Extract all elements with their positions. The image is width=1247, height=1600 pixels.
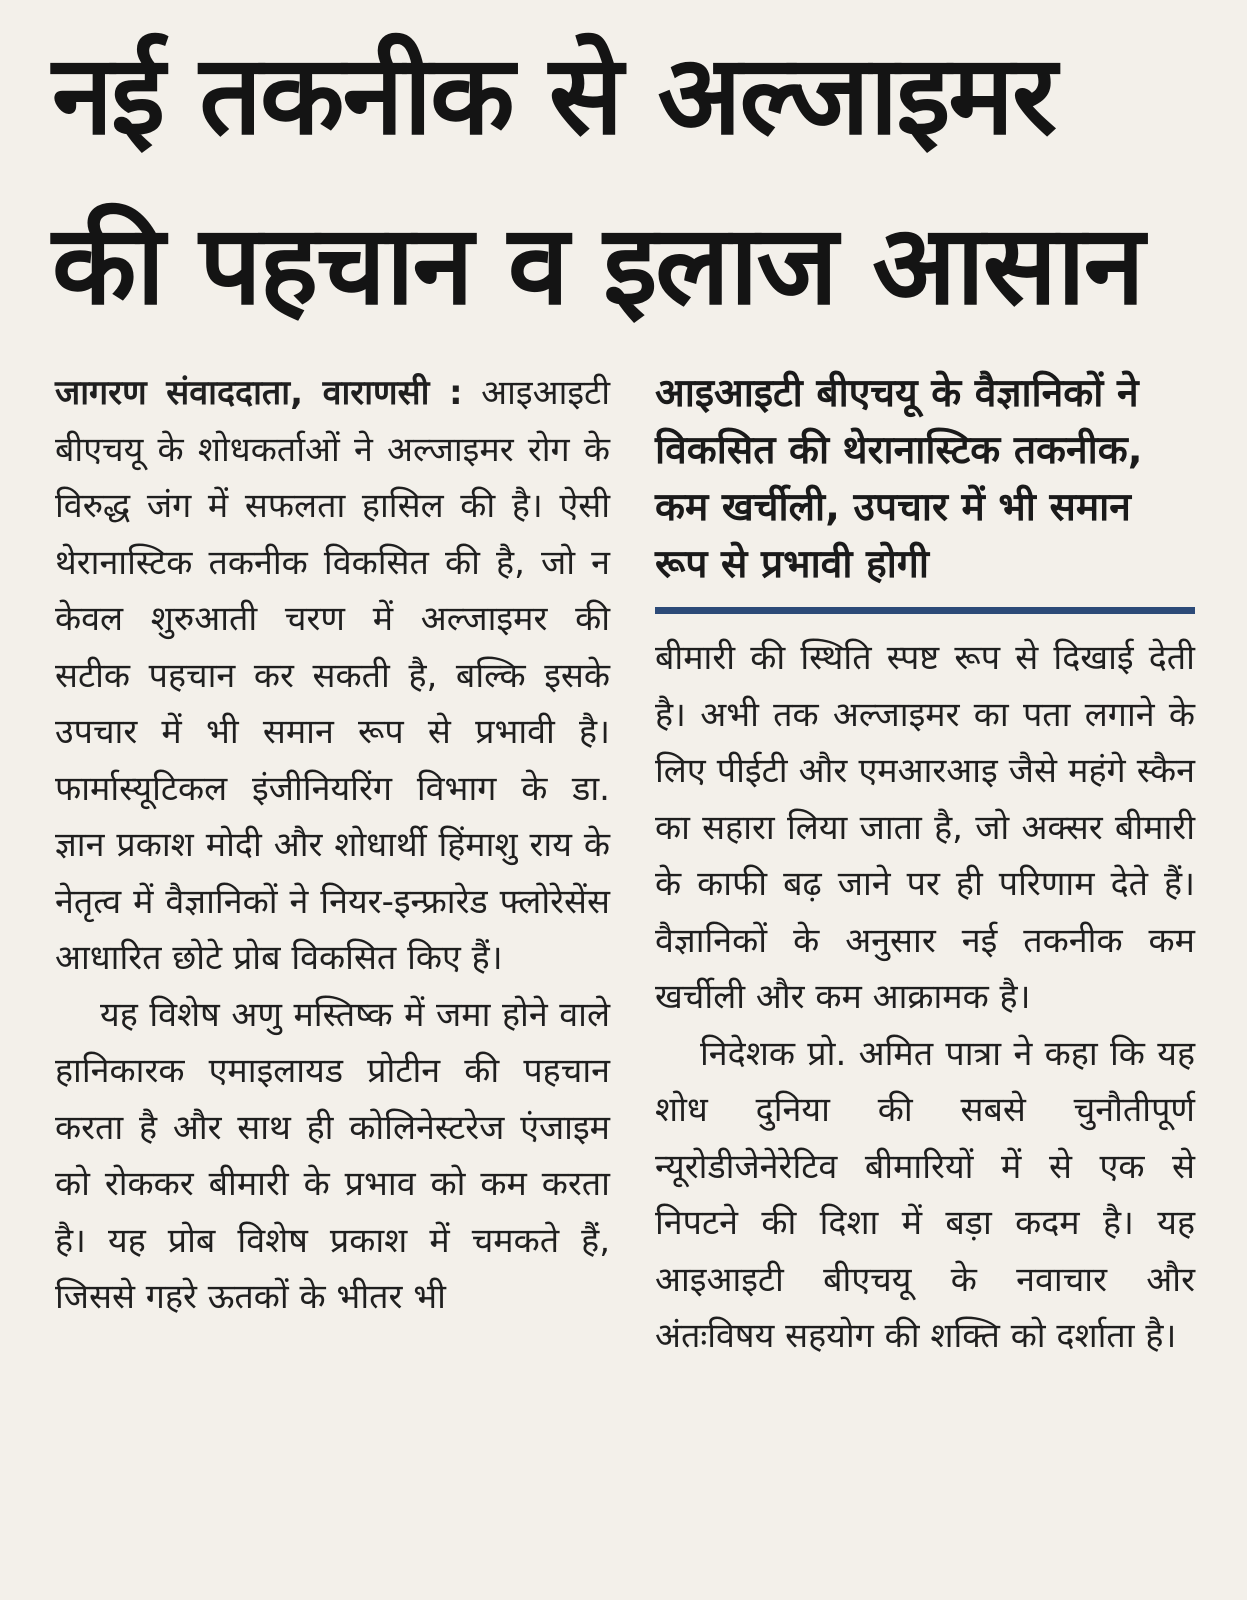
left-column: [55, 365, 610, 1326]
right-column: [655, 365, 1195, 1365]
left-paragraph-2: यह विशेष अणु मस्तिष्क में जमा होने वाले हानिकारक एमाइलायड प्रोटीन की पहचान करता है और साथ ही कोलिनेस्टरेज एंजाइम को रोककर बीमारी के प्रभाव को कम करता है। यह प्रोब विशेष प्रकाश में चमकते हैं, जिससे गहरे ऊतकों के भीतर भी: [55, 994, 610, 1317]
left-paragraph-1-text: आइआइटी बीएचयू के शोधकर्ताओं ने अल्जाइमर रोग के विरुद्ध जंग में सफलता हासिल की है। ऐसी थेरानास्टिक तकनीक विकसित की है, जो न केवल शुरुआती चरण में अल्जाइमर की सटीक पहचान कर सकती है, बल्कि इसके उपचार में भी समान रूप से प्रभावी है। फार्मास्यूटिकल इंजीनियरिंग विभाग के डा. ज्ञान प्रकाश मोदी और शोधार्थी हिंमाशु राय के नेतृत्व में वैज्ञानिकों ने नियर-इन्फ्रारेड फ्लोरेसेंस आधारित छोटे प्रोब विकसित किए हैं।: [55, 373, 610, 978]
right-paragraph-1: बीमारी की स्थिति स्पष्ट रूप से दिखाई देती है। अभी तक अल्जाइमर का पता लगाने के लिए पीईटी और एमआरआइ जैसे महंगे स्कैन का सहारा लिया जाता है, जो अक्सर बीमारी के काफी बढ़ जाने पर ही परिणाम देते हैं। वैज्ञानिकों के अनुसार नई तकनीक कम खर्चीली और कम आक्रामक है।: [655, 638, 1195, 1017]
left-paragraph-1: [55, 365, 610, 987]
headline-line-1: नई तकनीक से अल्जाइमर: [52, 31, 1056, 159]
headline-line-2: की पहचान व इलाज आसान: [52, 201, 1143, 329]
highlight-summary: आइआइटी बीएचयू के वैज्ञानिकों ने विकसित की थेरानास्टिक तकनीक, कम खर्चीली, उपचार में भी समान रूप से प्रभावी होगी: [655, 371, 1143, 587]
separator-rule: [655, 607, 1195, 614]
byline: जागरण संवाददाता, वाराणसी :: [55, 373, 463, 413]
right-paragraph-2: निदेशक प्रो. अमित पात्रा ने कहा कि यह शोध दुनिया की सबसे चुनौतीपूर्ण न्यूरोडीजेनेरेटिव बीमारियों में से एक से निपटने की दिशा में बड़ा कदम है। यह आइआइटी बीएचयू के नवाचार और अंतःविषय सहयोग की शक्ति को दर्शाता है।: [655, 1033, 1195, 1356]
